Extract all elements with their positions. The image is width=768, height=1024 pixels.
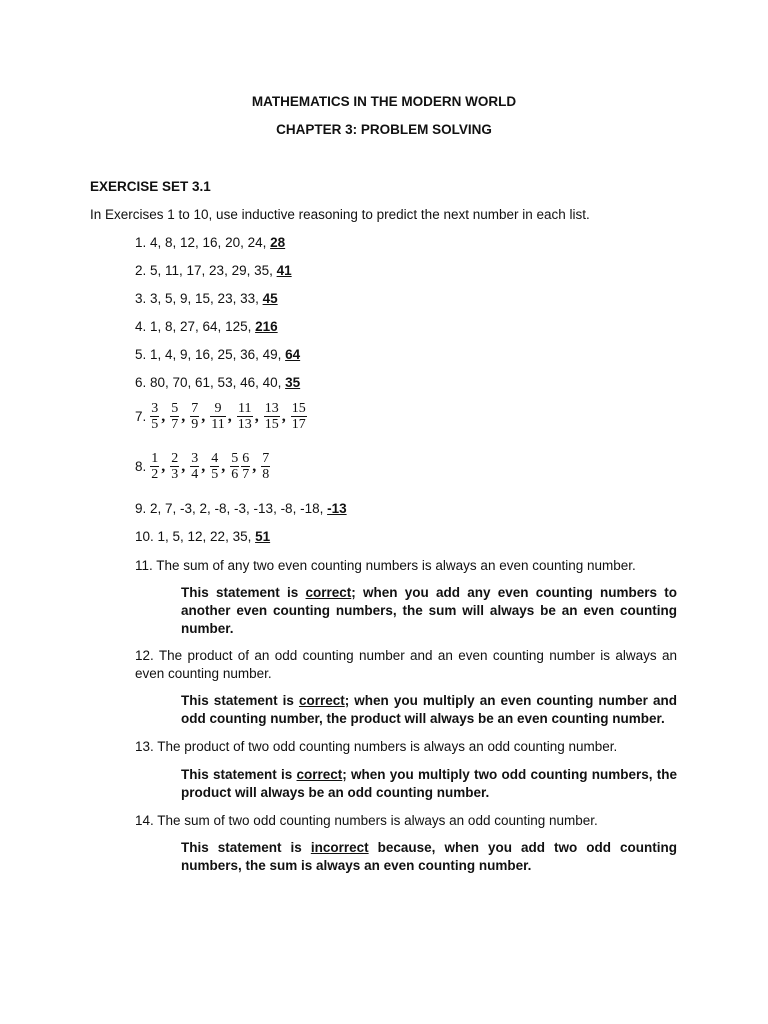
chapter-title: CHAPTER 3: PROBLEM SOLVING — [276, 122, 492, 137]
fraction: $\frac{11}{13}$ — [237, 401, 252, 432]
course-title: MATHEMATICS IN THE MODERN WORLD — [251, 94, 517, 109]
sequence-text: 9. 2, 7, -3, 2, -8, -3, -13, -8, -18, — [135, 501, 328, 516]
verdict: incorrect — [310, 840, 369, 855]
fraction: $\frac{5}{7}$ — [171, 401, 179, 432]
fraction: $\frac{3}{5}$ — [151, 401, 159, 432]
fraction: $\frac{3}{4}$ — [191, 451, 199, 482]
fraction: $\frac{1}{2}$ — [151, 451, 159, 482]
fraction: $\frac{2}{3}$ — [171, 451, 179, 482]
sequence-text: 6. 80, 70, 61, 53, 46, 40, — [135, 375, 286, 390]
fraction: $\frac{9}{11}$ — [211, 401, 225, 432]
sequence-answer: 28 — [270, 235, 286, 250]
sequence-item — [135, 235, 285, 250]
sequence-text: 10. 1, 5, 12, 22, 35, — [135, 529, 256, 544]
sequence-item — [135, 529, 270, 544]
sequence-item — [135, 319, 278, 334]
verdict: correct — [305, 585, 352, 600]
fraction-answer: $\frac{7}{8}$ — [262, 451, 270, 482]
fraction: $\frac{5}{6}$ — [231, 451, 239, 482]
fraction: $\frac{7}{9}$ — [191, 401, 199, 432]
verdict: correct — [298, 693, 345, 708]
fraction-sequence-item: 7. $\frac{3}{5}$ , $\frac{5}{7}$ , $\frac{7}{9}$ , $\frac{9}{11}$ , $\frac{11}{13}$ , $\frac{13}{15}$ , $\frac{15}{17}$ — [135, 401, 306, 432]
sequence-answer: 216 — [255, 319, 278, 334]
statement-question: 14. The sum of two odd counting numbers is always an odd counting number. — [135, 813, 598, 828]
statement-question: 11. The sum of any two even counting numbers is always an even counting number. — [135, 558, 636, 573]
verdict: correct — [296, 767, 343, 782]
statement-response: This statement is correct; when you multiply an even counting number and odd counting number, the product will always be an even counting number. — [181, 693, 677, 726]
fraction: $\frac{6}{7}$ — [242, 451, 250, 482]
sequence-text: 1. 4, 8, 12, 16, 20, 24, — [135, 235, 271, 250]
sequence-answer: 51 — [255, 529, 271, 544]
statement-response: This statement is incorrect because, when you add two odd counting numbers, the sum is always an even counting number. — [181, 840, 677, 873]
sequence-item — [135, 375, 300, 390]
fraction: $\frac{13}{15}$ — [264, 401, 279, 432]
statement-question: 12. The product of an odd counting number and an even counting number is always an even counting number. — [135, 648, 677, 681]
sequence-answer: 45 — [262, 291, 278, 306]
sequence-answer: 41 — [276, 263, 292, 278]
fraction-answer: $\frac{15}{17}$ — [291, 401, 306, 432]
fraction-sequence-item: 8. $\frac{1}{2}$ , $\frac{2}{3}$ , $\frac{3}{4}$ , $\frac{4}{5}$ , $\frac{5}{6}$ $\frac{6}{7}$ , $\frac{7}{8}$ — [135, 451, 270, 482]
sequence-item — [135, 291, 278, 306]
sequence-answer: -13 — [327, 501, 347, 516]
statement-response: This statement is correct; when you multiply two odd counting numbers, the product will always be an odd counting number. — [181, 767, 677, 800]
item-number: 8. — [135, 459, 147, 474]
exercise-instruction: In Exercises 1 to 10, use inductive reasoning to predict the next number in each list. — [90, 207, 590, 222]
sequence-answer: 64 — [285, 347, 301, 362]
statement-response: This statement is correct; when you add any even counting numbers to another even counting numbers, the sum will always be an even counting number. — [181, 585, 677, 636]
sequence-text: 3. 3, 5, 9, 15, 23, 33, — [135, 291, 263, 306]
item-number: 7. — [135, 409, 147, 424]
sequence-text: 4. 1, 8, 27, 64, 125, — [135, 319, 256, 334]
exercise-heading: EXERCISE SET 3.1 — [90, 179, 211, 194]
sequence-item — [135, 501, 347, 516]
sequence-item — [135, 263, 292, 278]
sequence-answer: 35 — [285, 375, 301, 390]
statement-question: 13. The product of two odd counting numbers is always an odd counting number. — [135, 739, 618, 754]
sequence-item — [135, 347, 300, 362]
sequence-text: 2. 5, 11, 17, 23, 29, 35, — [135, 263, 277, 278]
sequence-text: 5. 1, 4, 9, 16, 25, 36, 49, — [135, 347, 286, 362]
fraction: $\frac{4}{5}$ — [211, 451, 219, 482]
